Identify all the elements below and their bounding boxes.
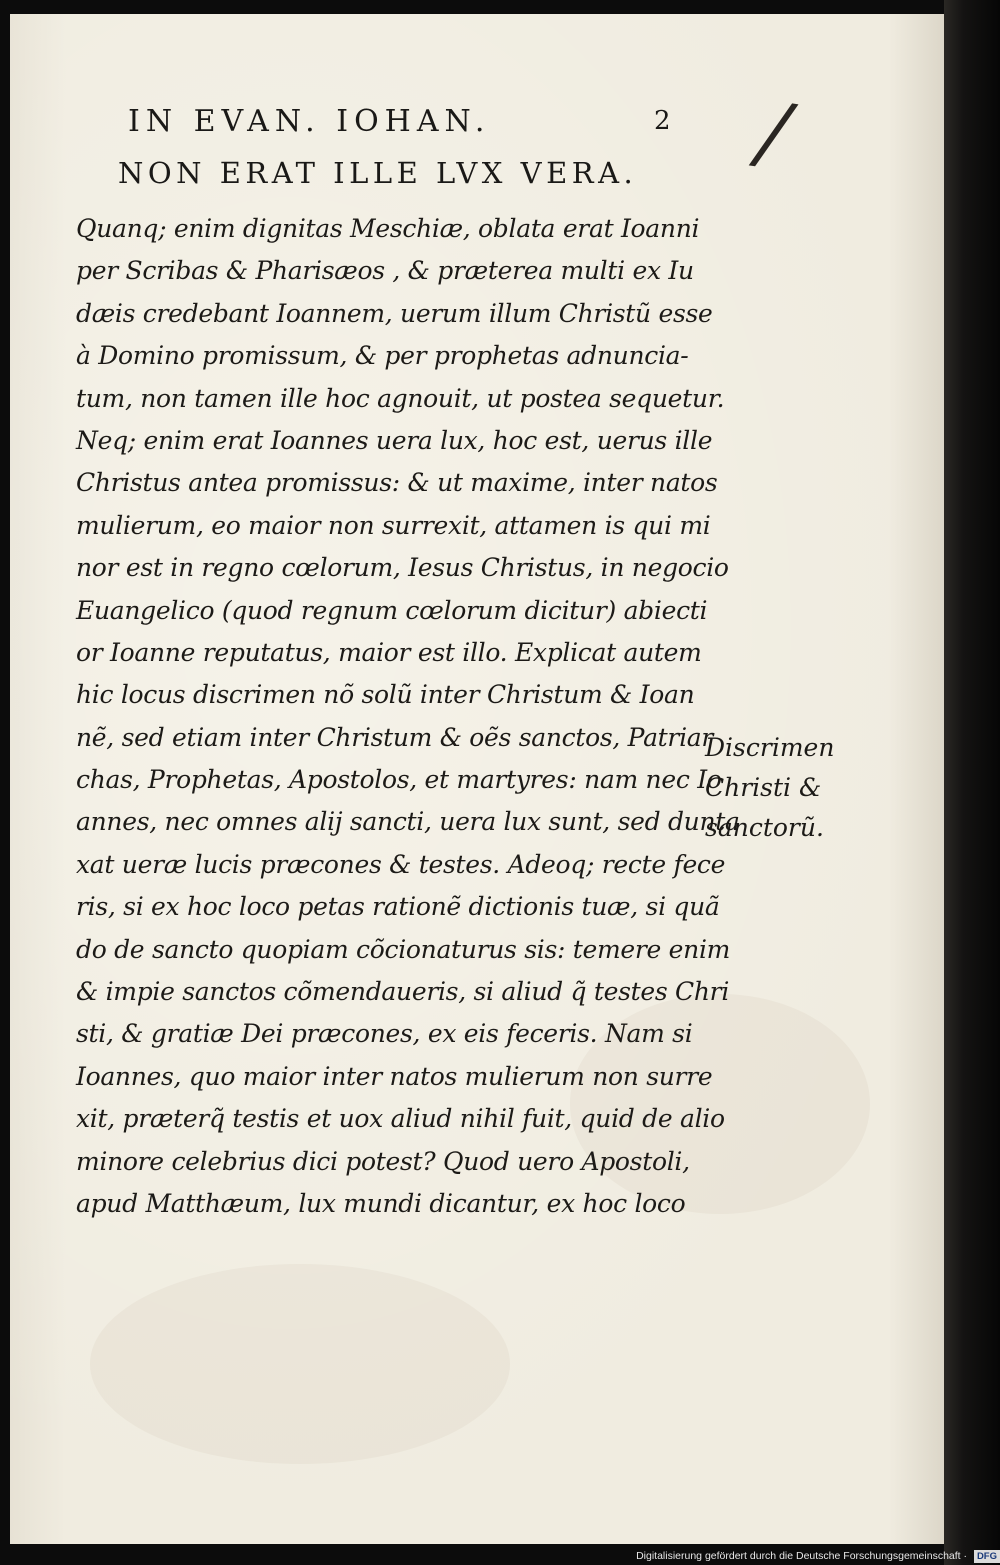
text-line: dæis credebant Ioannem, uerum illum Christũ esse: [76, 298, 713, 328]
text-line: à Domino promissum, & per prophetas adnuncia-: [76, 341, 689, 371]
text-line: sti, & gratiæ Dei præcones, ex eis feceris. Nam si: [76, 1019, 693, 1049]
text-line: apud Matthæum, lux mundi dicantur, ex hoc loco: [76, 1188, 686, 1218]
text-line: do de sancto quopiam cõcionaturus sis: temere enim: [76, 934, 731, 964]
running-head: IN EVAN. IOHAN.: [128, 104, 491, 139]
credit-text: Digitalisierung gefördert durch die Deutsche Forschungsgemeinschaft: [636, 1550, 961, 1562]
text-line: Euangelico (quod regnum cœlorum dicitur) abiecti: [76, 595, 708, 625]
paper-stain: [90, 1264, 510, 1464]
text-line: annes, nec omnes alij sancti, uera lux sunt, sed dunta: [76, 807, 740, 837]
text-line: per Scribas & Pharisæos , & præterea multi ex Iu: [76, 256, 694, 286]
text-line: tum, non tamen ille hoc agnouit, ut postea sequetur.: [76, 383, 725, 413]
marginal-note-line: Discrimen: [705, 733, 835, 762]
body-text: [76, 208, 740, 1225]
handwritten-mark: /: [753, 84, 795, 183]
marginal-note: [705, 728, 845, 848]
text-line: xit, præterq̃ testis et uox aliud nihil fuit, quid de alio: [76, 1104, 725, 1134]
marginal-note-line: sanctorũ.: [705, 813, 824, 842]
text-line: ris, si ex hoc loco petas rationẽ dictionis tuæ, si quã: [76, 892, 720, 922]
text-line: mulierum, eo maior non surrexit, attamen is qui mi: [76, 510, 711, 540]
text-line: Christus antea promissus: & ut maxime, inter natos: [76, 468, 718, 498]
text-line: xat ueræ lucis præcones & testes. Adeoq; recte fece: [76, 849, 726, 879]
dfg-logo: DFG: [974, 1550, 1000, 1563]
folio-number: 2: [654, 106, 671, 136]
marginal-note-line: Christi &: [705, 773, 822, 802]
text-line: Ioannes, quo maior inter natos mulierum non surre: [76, 1061, 713, 1091]
book-binding-edge: [944, 0, 1000, 1565]
text-line: Quanq; enim dignitas Meschiæ, oblata erat Ioanni: [76, 214, 700, 243]
digitization-credit: [600, 1548, 1000, 1565]
text-line: hic locus discrimen nõ solũ inter Christum & Ioan: [76, 680, 695, 710]
text-line: nor est in regno cœlorum, Iesus Christus, in negocio: [76, 553, 729, 583]
text-line: Neq; enim erat Ioannes uera lux, hoc est, uerus ille: [76, 425, 713, 455]
text-line: or Ioanne reputatus, maior est illo. Explicat autem: [76, 637, 702, 667]
text-line: chas, Prophetas, Apostolos, et martyres: nam nec Io: [76, 765, 722, 795]
text-line: minore celebrius dici potest? Quod uero Apostoli,: [76, 1146, 690, 1176]
text-line: & impie sanctos cõmendaueris, si aliud q̃ testes Chri: [76, 977, 730, 1007]
lemma-heading: NON ERAT ILLE LVX VERA.: [118, 156, 638, 190]
credit-separator: ·: [960, 1550, 970, 1562]
text-line: nẽ, sed etiam inter Christum & oẽs sanctos, Patriar: [76, 722, 714, 752]
